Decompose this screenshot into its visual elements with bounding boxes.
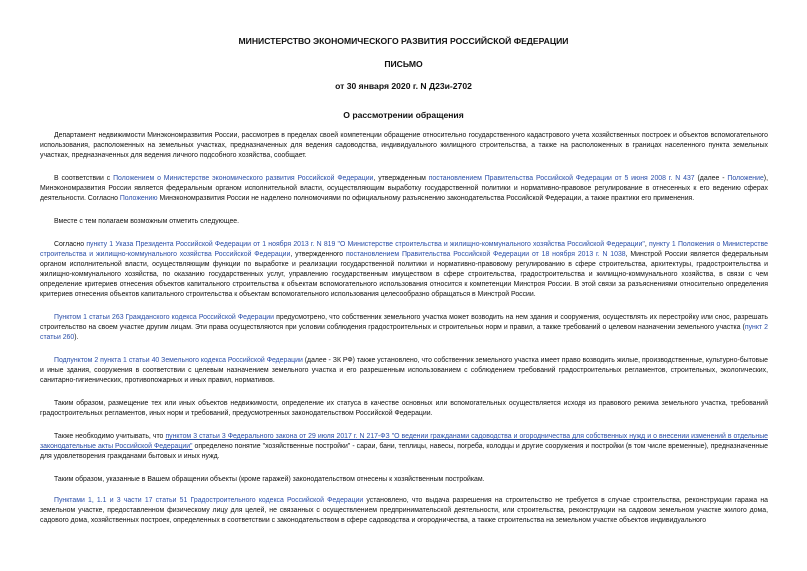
paragraph-4 [40, 240, 768, 300]
p8-text-1: Также необходимо учитывать, что [54, 433, 166, 440]
link-polozhenie[interactable]: Положение [727, 175, 764, 182]
document-body [40, 131, 768, 539]
link-gk-263[interactable]: Пунктом 1 статьи 263 Гражданского кодекса Российской Федерации [54, 314, 274, 321]
p4-text-4: , Минстрой России является федеральным органом исполнительной власти, осуществляющим функции по выработке и реализации государственной политики и нормативно-правовому регулированию в сфере строительства, архитектуры, градостроительства и жилищно-коммунального хозяйства, по оказанию государственных услуг, управлению государственным имуществом в сфере строительства, градостроительства и жилищно-коммунального хозяйства, в связи с чем определение критериев отнесения объектов капитального строительства к объектам вспомогательного использования относится к компетенции Минстроя России. В этой связи за разъяснениями относительно определения критериев отнесения объектов капитального строительства к объектам вспомогательного использования целесообразно обращаться в Минстрой России. [40, 251, 768, 298]
p4-text-2: , [644, 241, 649, 248]
link-ukaz-819[interactable]: пункту 1 Указа Президента Российской Федерации от 1 ноября 2013 г. N 819 "О Министерстве строительства и жилищно-коммунального хозяйства Российской Федерации" [86, 241, 645, 248]
paragraph-3: Вместе с тем полагаем возможным отметить следующее. [54, 218, 240, 225]
link-polozheniyu[interactable]: Положению [119, 195, 158, 202]
paragraph-2 [40, 174, 768, 204]
document-subject: О рассмотрении обращения [343, 110, 464, 120]
document-type: ПИСЬМО [384, 59, 423, 69]
link-grk-51[interactable]: Пунктами 1, 1.1 и 3 части 17 статьи 51 Градостроительного кодекса Российской Федерации [54, 497, 364, 504]
paragraph-7: Таким образом, размещение тех или иных объектов недвижимости, определение их статуса в качестве основных или вспомогательных осуществляется исходя из правового режима земельного участка, требований градостроительных регламентов, иных норм и требований, предусмотренных законодательством Российской Федерации. [40, 400, 768, 417]
p2-text-5: Минэкономразвития России не наделено полномочиями по официальному разъяснению законодательства Российской Федерации, а также практики его применения. [157, 195, 695, 202]
link-polozhenie-minstroy[interactable]: пункту 1 Положения о Министерстве строительства и жилищно-коммунального хозяйства Российской Федерации [40, 241, 768, 258]
p4-text-3: , утвержденного [290, 251, 346, 258]
link-gk-260[interactable]: пункт 2 статьи 260 [40, 324, 768, 341]
ministry-title: МИНИСТЕРСТВО ЭКОНОМИЧЕСКОГО РАЗВИТИЯ РОССИЙСКОЙ ФЕДЕРАЦИИ [238, 36, 569, 46]
link-polozhenie-minek[interactable]: Положением о Министерстве экономического развития Российской Федерации [113, 175, 374, 182]
paragraph-5 [40, 313, 768, 343]
link-zk-40[interactable]: Подпунктом 2 пункта 1 статьи 40 Земельного кодекса Российской Федерации [54, 357, 303, 364]
p2-text-3: (далее - [694, 175, 728, 182]
document-date: от 30 января 2020 г. N Д23и-2702 [335, 81, 472, 91]
paragraph-10 [40, 496, 768, 526]
p5-text-1: предусмотрено, что собственник земельного участка может возводить на нем здания и сооружения, осуществлять их перестройку или снос, разрешать строительство на своем участке другим лицам. Эти права осуществляются при условии соблюдения градостроительных и строительных норм и правил, а также требований о целевом назначении земельного участка ( [40, 314, 768, 331]
p2-text-4: ), Минэкономразвития России является федеральным органом исполнительной власти, осуществляющим выработку государственной политики и нормативно-правовое регулирование в отнесенных к его ведению сферах деятельности. Согласно [40, 175, 769, 202]
paragraph-8 [40, 432, 768, 462]
paragraph-1: Департамент недвижимости Минэкономразвития России, рассмотрев в пределах своей компетенции обращение относительно государственного кадастрового учета хозяйственных построек и объектов вспомогательного использования, расположенных на земельных участках, предназначенных для ведения садоводства, индивидуального жилищного строительства, а также на расположенных в границах населенного пункта земельных участках, предназначенных для ведения личного подсобного хозяйства, сообщает. [40, 132, 768, 159]
p5-text-2: ). [74, 334, 79, 341]
p8-text-2: определено понятие "хозяйственные постройки" - сараи, бани, теплицы, навесы, погреба, колодцы и другие сооружения и постройки (в том числе временные), предназначенные для удовлетворения гражданами бытовых и иных нужд. [40, 443, 768, 460]
p6-text-1: (далее - ЗК РФ) также установлено, что собственник земельного участка имеет право возводить жилые, производственные, культурно-бытовые и иные здания, сооружения в соответствии с целевым назначением земельного участка и его разрешенным использованием с соблюдением требований градостроительных регламентов, строительных, экологических, санитарно-гигиенических, противопожарных и иных правил, нормативов. [40, 357, 768, 384]
link-fz-217[interactable]: пунктом 3 статьи 3 Федерального закона от 29 июля 2017 г. N 217-ФЗ "О ведении гражданами садоводства и огородничества для собственных нужд и о внесении изменений в отдельные законодательные акты Российской Федерации" [40, 433, 768, 450]
paragraph-9: Таким образом, указанные в Вашем обращении объекты (кроме гаражей) законодательством отнесены к хозяйственным постройкам. [54, 476, 485, 483]
p2-text-1: В соответствии с [54, 175, 114, 182]
paragraph-6 [40, 356, 768, 386]
link-postanovlenie-1038[interactable]: постановлением Правительства Российской Федерации от 18 ноября 2013 г. N 1038 [345, 251, 626, 258]
p2-text-2: , утвержденным [373, 175, 429, 182]
p10-text-1: установлено, что выдача разрешения на строительство не требуется в случае строительства, реконструкции гаража на земельном участке, предоставленном физическому лицу для целей, не связанных с осуществлением предпринимательской деятельности, или строительства, реконструкции на садовом земельном участке жилого дома, садового дома, хозяйственных построек, определенных в соответствии с законодательством в сфере садоводства и огородничества, а также строительства на земельном участке объектов индивидуального [40, 497, 768, 524]
p4-text-1: Согласно [54, 241, 87, 248]
link-postanovlenie-437[interactable]: постановлением Правительства Российской Федерации от 5 июня 2008 г. N 437 [428, 175, 695, 182]
